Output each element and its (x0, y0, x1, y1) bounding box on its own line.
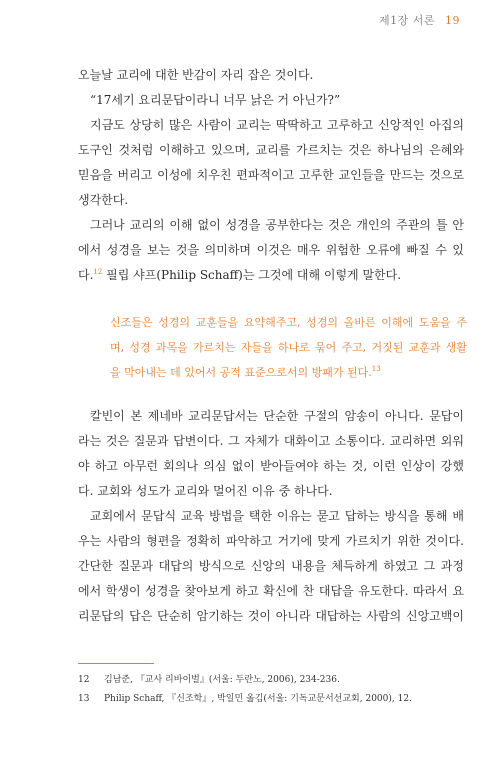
line-text: 필립 샤프(Philip Schaff)는 그것에 대해 이렇게 말한다. (102, 268, 402, 282)
paragraph-line: 리문답의 답은 단순히 암기하는 것이 아니라 대답하는 사람의 신앙고백이 (78, 609, 464, 623)
footnote-ref-13[interactable]: 13 (371, 365, 381, 373)
paragraph-line: “17세기 요리문답이라니 너무 낡은 거 아닌가?” (90, 93, 341, 107)
paragraph-line: 에서 성경을 보는 것을 의미하며 이것은 매우 위험한 오류에 빠질 수 있 (78, 243, 464, 257)
footnote-13 (78, 690, 478, 709)
footnote-number: 12 (78, 675, 90, 685)
footnote-text: Philip Schaff, 『신조학』, 박일민 옮김(서울: 기독교문서선교회, 2000), 12. (104, 694, 412, 704)
quote-line: 신조들은 성경의 교훈들을 요약해주고, 성경의 올바른 이해에 도움을 주 (110, 316, 467, 329)
page-number: 19 (445, 14, 460, 27)
body-text-upper (78, 63, 464, 288)
footnote-text: 김남준, 『교사 리바이벌』(서울: 두란노, 2006), 234-236. (104, 675, 340, 685)
footnote-ref-12[interactable]: 12 (93, 268, 103, 276)
paragraph-line: 야 하고 아무런 회의나 의심 없이 받아들여야 하는 것, 이런 인상이 강했 (78, 459, 464, 473)
body-text-lower (78, 404, 464, 629)
paragraph-line: 교회에서 문답식 교육 방법을 택한 이유는 묻고 답하는 방식을 통해 배 (90, 509, 464, 523)
line-text: 다. (78, 268, 94, 282)
chapter-title: 제1장 서론 (379, 14, 435, 27)
quote-line (110, 360, 467, 385)
block-quote (110, 310, 467, 385)
line-text: 을 막아내는 데 있어서 공적 표준으로서의 방패가 된다. (110, 366, 372, 379)
footnotes (78, 671, 478, 709)
paragraph-line: 믿음을 버리고 이성에 치우친 편파적이고 고루한 교인들을 만드는 것으로 (78, 168, 464, 182)
paragraph-line: 우는 사람의 형편을 정확히 파악하고 거기에 맞게 가르치기 위한 것이다. (78, 534, 464, 548)
quote-line: 며, 성경 과목을 가르치는 자들을 하나로 묶어 주고, 거짓된 교훈과 생활 (110, 341, 467, 354)
paragraph-line: 생각한다. (78, 193, 129, 207)
paragraph-line: 그러나 교리의 이해 없이 성경을 공부한다는 것은 개인의 주관의 틀 안 (90, 218, 464, 232)
paragraph-line: 도구인 것처럼 이해하고 있으며, 교리를 가르치는 것은 하나님의 은혜와 (78, 143, 464, 157)
footnote-divider (78, 663, 154, 664)
paragraph-line: 오늘날 교리에 대한 반감이 자리 잡은 것이다. (78, 68, 314, 82)
paragraph-line: 에서 학생이 성경을 찾아보게 하고 확신에 찬 대답을 유도한다. 따라서 요 (78, 584, 464, 598)
footnote-number: 13 (78, 694, 90, 704)
running-header (379, 12, 460, 28)
paragraph-line: 지금도 상당히 많은 사람이 교리는 딱딱하고 고루하고 신앙적인 아집의 (90, 118, 464, 132)
paragraph-line: 라는 것은 질문과 답변이다. 그 자체가 대화이고 소통이다. 교리하면 외워 (78, 434, 464, 448)
paragraph-line (78, 263, 464, 288)
paragraph-line: 다. 교회와 성도가 교리와 멀어진 이유 중 하나다. (78, 484, 333, 498)
paragraph-line: 간단한 질문과 대답의 방식으로 신앙의 내용을 체득하게 하였고 그 과정 (78, 559, 464, 573)
paragraph-line: 칼빈이 본 제네바 교리문답서는 단순한 구절의 암송이 아니다. 문답이 (90, 409, 464, 423)
footnote-12 (78, 671, 478, 690)
